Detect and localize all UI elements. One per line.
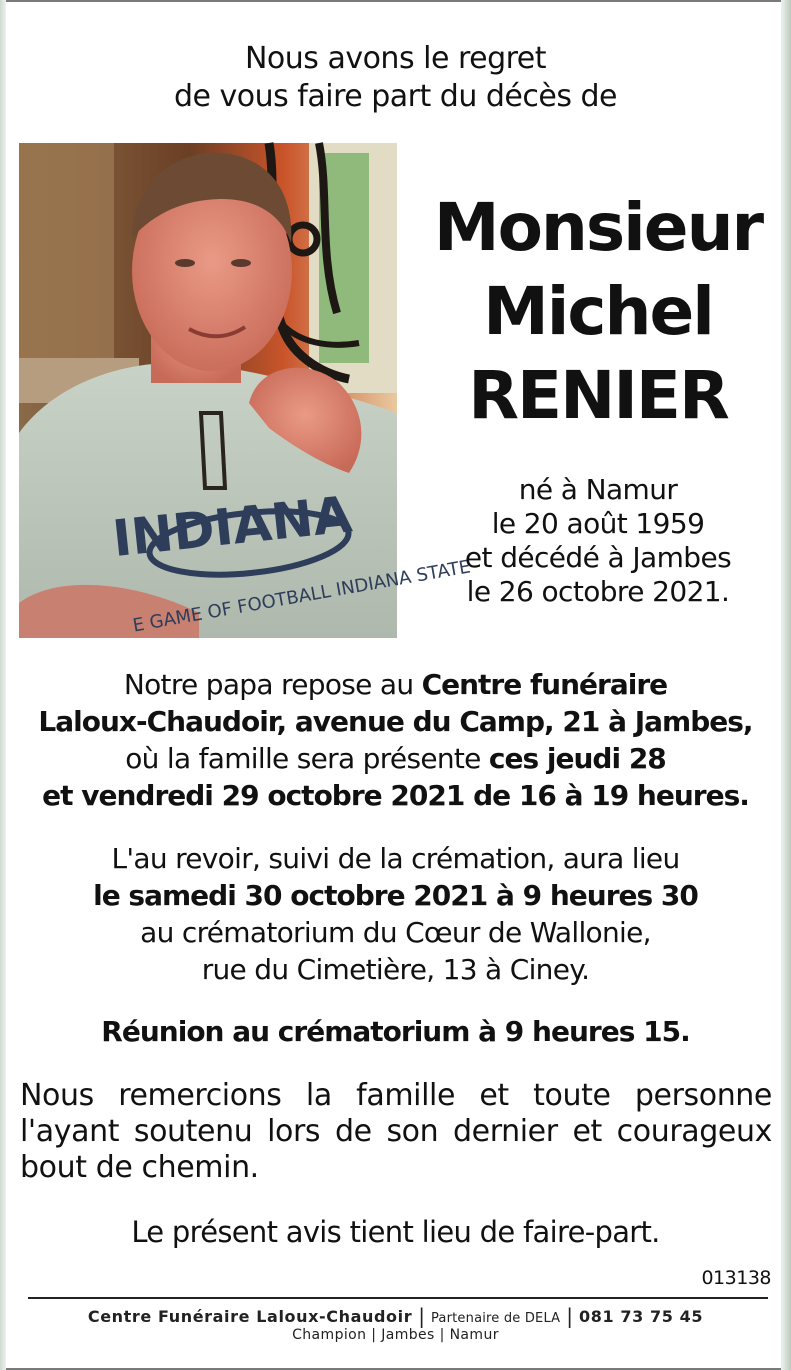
deceased-first-name: Michel	[483, 273, 713, 350]
footer-partner: Partenaire de DELA	[430, 1311, 561, 1326]
thanks-line-3: bout de chemin.	[20, 1150, 259, 1185]
deceased-name	[420, 186, 776, 438]
shirt-text: INDIANA	[109, 485, 355, 569]
thanks-word: et	[572, 1114, 602, 1149]
intro-line-2: de vous faire part du décès de	[173, 79, 618, 114]
birth-line-1: né à Namur	[518, 473, 678, 506]
footer-company: Centre Funéraire Laloux-Chaudoir	[87, 1307, 413, 1326]
cremation-line-2: le samedi 30 octobre 2021 à 9 heures 30	[93, 879, 698, 912]
birth-death-info	[420, 473, 776, 609]
visitation-line-4: et vendredi 29 octobre 2021 de 16 à 19 heures.	[42, 779, 749, 812]
visitation-line-2: Laloux-Chaudoir, avenue du Camp, 21 à Jambes,	[38, 705, 753, 738]
cremation-paragraph	[0, 840, 791, 988]
thanks-word: la	[305, 1078, 332, 1113]
thanks-word: Nous	[20, 1078, 94, 1113]
meeting-line: Réunion au crématorium à 9 heures 15.	[101, 1015, 690, 1048]
visitation-line-1a: Notre papa repose au	[123, 668, 422, 701]
portrait-photo	[19, 143, 473, 638]
thanks-word: et	[479, 1078, 509, 1113]
thanks-word: remercions	[118, 1078, 282, 1113]
thanks-paragraph	[20, 1078, 772, 1186]
thanks-word: personne	[634, 1078, 772, 1113]
footer-company-line	[0, 1303, 791, 1327]
footer-separator: |	[418, 1304, 425, 1328]
intro-line-1: Nous avons le regret	[244, 41, 547, 76]
thanks-word: de	[334, 1114, 372, 1149]
shirt-subtext: E GAME OF FOOTBALL INDIANA STATE	[131, 556, 473, 637]
footer-locations: Champion | Jambes | Namur	[292, 1327, 499, 1343]
intro-text	[0, 40, 791, 116]
thanks-word: lors	[267, 1114, 321, 1149]
deceased-last-name: RENIER	[468, 357, 728, 434]
cremation-line-3: au crématorium du Cœur de Wallonie,	[140, 916, 651, 949]
birth-line-4: le 26 octobre 2021.	[466, 575, 730, 608]
notice-paragraph	[0, 1214, 791, 1251]
meeting-paragraph	[0, 1013, 791, 1050]
visitation-line-1b: Centre funéraire	[421, 668, 668, 701]
thanks-word: l'ayant	[20, 1114, 120, 1149]
notice-line: Le présent avis tient lieu de faire-part.	[131, 1215, 660, 1249]
birth-line-2: le 20 août 1959	[491, 507, 705, 540]
birth-line-3: et décédé à Jambes	[464, 541, 732, 574]
deceased-title: Monsieur	[433, 189, 763, 266]
thanks-word: toute	[533, 1078, 611, 1113]
thanks-line-2	[20, 1114, 772, 1150]
visitation-line-3a: où la famille sera présente	[125, 742, 489, 775]
thanks-word: courageux	[616, 1114, 772, 1149]
footer-phone: 081 73 75 45	[579, 1307, 704, 1326]
thanks-line-1	[20, 1078, 772, 1114]
cremation-line-1: L'au revoir, suivi de la crémation, aura lieu	[111, 842, 680, 875]
footer-separator: |	[566, 1304, 574, 1328]
thanks-word: famille	[356, 1078, 456, 1113]
reference-number: 013138	[701, 1267, 771, 1289]
visitation-line-3b: ces jeudi 28	[488, 742, 666, 775]
thanks-word: son	[386, 1114, 439, 1149]
cremation-line-4: rue du Cimetière, 13 à Ciney.	[201, 953, 590, 986]
footer-divider	[28, 1297, 768, 1299]
visitation-paragraph	[0, 666, 791, 814]
thanks-word: dernier	[453, 1114, 558, 1149]
thanks-word: soutenu	[133, 1114, 253, 1149]
